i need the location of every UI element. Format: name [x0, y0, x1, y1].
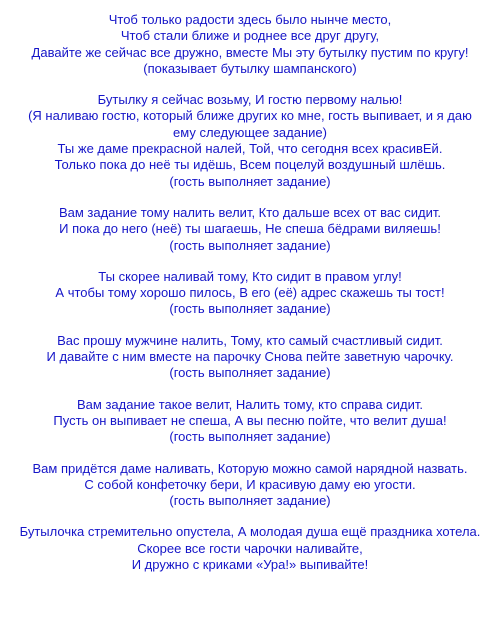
- stanza: [0, 92, 500, 190]
- text-line: (гость выполняет задание): [169, 173, 331, 189]
- text-line: (гость выполняет задание): [169, 493, 331, 509]
- text-line: (гость выполняет задание): [169, 365, 331, 381]
- text-line: (гость выполняет задание): [169, 301, 331, 317]
- text-line: Вас прошу мужчине налить, Тому, кто самый счастливый сидит.: [57, 332, 443, 348]
- text-line: И дружно с криками «Ура!» выпивайте!: [131, 557, 369, 573]
- text-line: Скорее все гости чарочки наливайте,: [137, 540, 363, 556]
- text-line: С собой конфеточку бери, И красивую даму ею угости.: [84, 476, 416, 492]
- stanza: [0, 333, 500, 382]
- text-line: И пока до него (неё) ты шагаешь, Не спеша бёдрами виляешь!: [59, 221, 441, 237]
- text-line: (показывает бутылку шампанского): [143, 60, 357, 76]
- text-line: Бутылку я сейчас возьму, И гостю первому налью!: [97, 92, 403, 108]
- text-line: И давайте с ним вместе на парочку Снова пейте заветную чарочку.: [46, 349, 454, 365]
- text-line: (Я наливаю гостю, который ближе других ко мне, гость выпивает, и я даю: [28, 108, 472, 124]
- text-line: Вам задание тому налить велит, Кто дальше всех от вас сидит.: [58, 204, 442, 220]
- stanza: [0, 461, 500, 510]
- stanza: [0, 269, 500, 318]
- stanza: [0, 397, 500, 446]
- text-line: Только пока до неё ты идёшь, Всем поцелуй воздушный шлёшь.: [54, 157, 446, 173]
- text-line: Чтоб только радости здесь было нынче место,: [108, 12, 392, 27]
- text-line: Вам придётся даме наливать, Которую можно самой нарядной назвать.: [32, 460, 468, 476]
- stanza: [0, 205, 500, 254]
- text-line: Ты же даме прекрасной налей, Той, что сегодня всех красивЕй.: [57, 141, 443, 157]
- text-line: А чтобы тому хорошо пилось, В его (её) адрес скажешь ты тост!: [55, 285, 445, 301]
- text-line: Вам задание такое велит, Налить тому, кто справа сидит.: [77, 396, 423, 412]
- text-line: Пусть он выпивает не спеша, А вы песню пойте, что велит душа!: [53, 412, 447, 428]
- text-line: Чтоб стали ближе и роднее все друг другу,: [120, 28, 380, 44]
- text-line: Давайте же сейчас все дружно, вместе Мы эту бутылку пустим по кругу!: [31, 44, 469, 60]
- text-line: ему следующее задание): [173, 124, 327, 140]
- text-line: (гость выполняет задание): [169, 237, 331, 253]
- text-line: Ты скорее наливай тому, Кто сидит в правом углу!: [98, 268, 402, 284]
- text-line: (гость выполняет задание): [169, 429, 331, 445]
- text-line: Бутылочка стремительно опустела, А молодая душа ещё праздника хотела.: [19, 524, 481, 540]
- stanza: [0, 12, 500, 77]
- stanza: [0, 524, 500, 573]
